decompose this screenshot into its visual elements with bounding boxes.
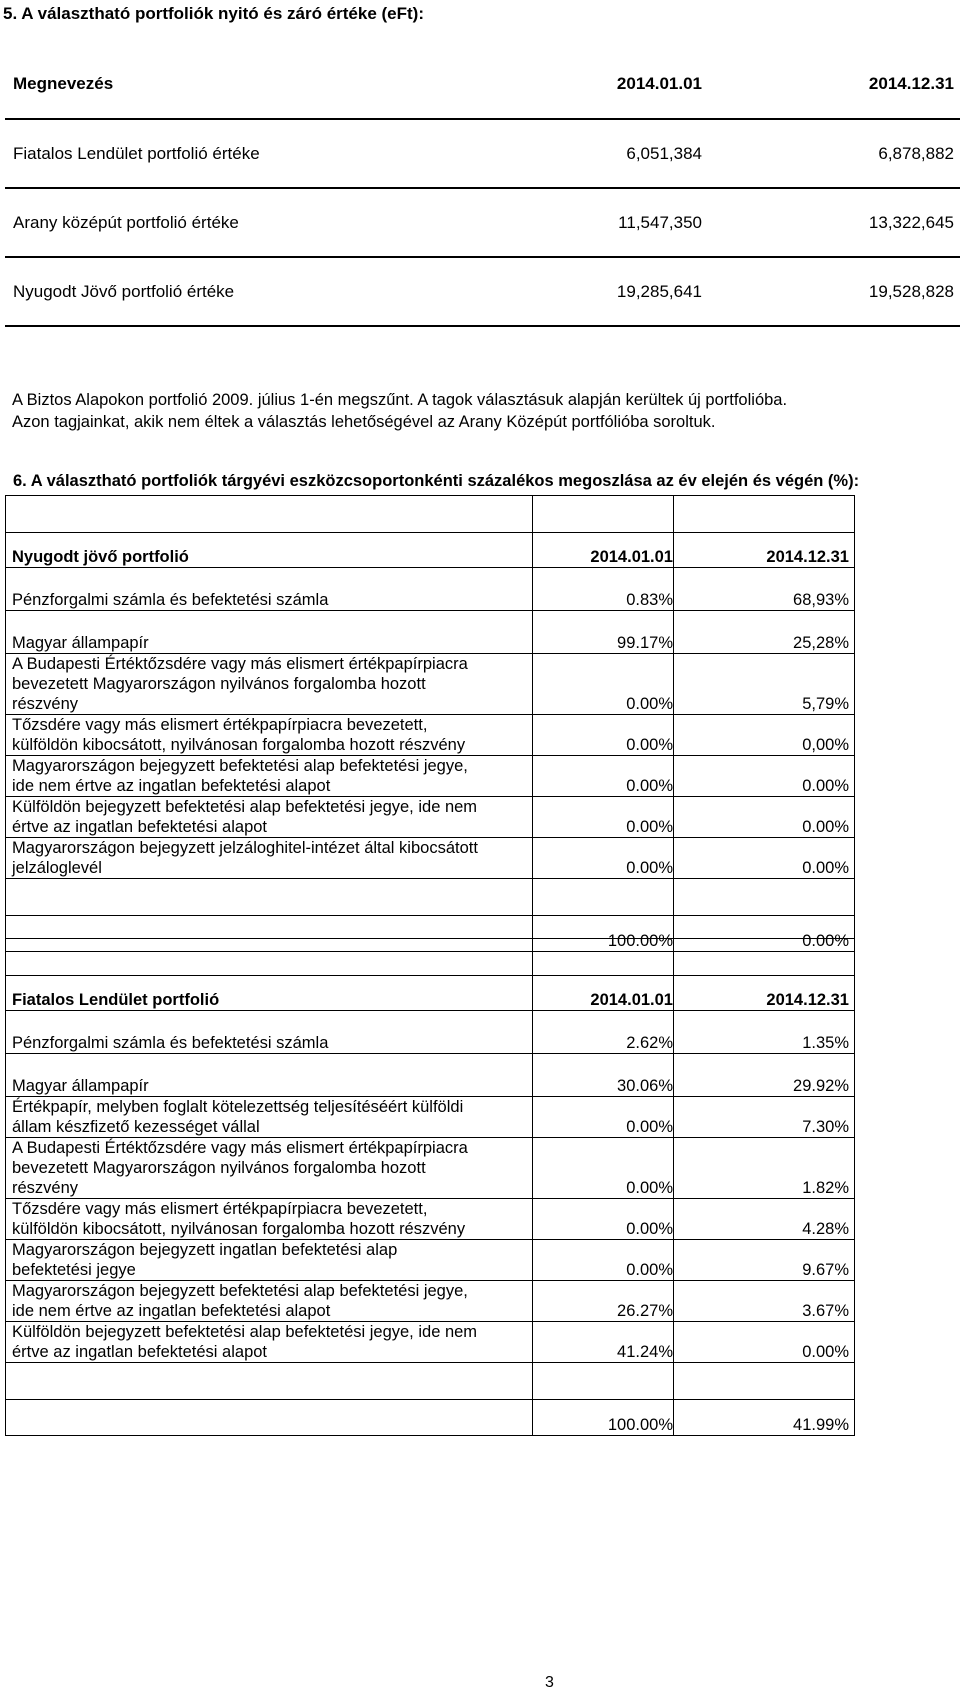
row-value-end: 29.92%	[674, 1054, 855, 1097]
header-date-start: 2014.01.01	[533, 533, 674, 568]
row-value-end: 4.28%	[674, 1199, 855, 1240]
header-name: Fiatalos Lendület portfolió	[6, 976, 533, 1011]
note-line: Azon tagjainkat, akik nem éltek a választás lehetőségével az Arany Középút portfólióba soroltuk.	[12, 413, 716, 431]
row-label-line: Magyarországon bejegyzett befektetési alap befektetési jegye,	[12, 757, 468, 775]
table-row	[6, 756, 855, 797]
row-label-line: A Budapesti Értéktőzsdére vagy más elismert értékpapírpiacra	[12, 655, 468, 673]
row-value-start: 0.00%	[533, 715, 674, 756]
row-label-line: Tőzsdére vagy más elismert értékpapírpiacra bevezetett,	[12, 1200, 428, 1218]
row-value-start: 0.00%	[533, 654, 674, 715]
row-label-line: állam készfizető kezességet vállal	[12, 1118, 260, 1136]
spacer-row	[6, 1363, 855, 1400]
table-row	[6, 838, 855, 879]
spacer-cell	[533, 879, 674, 916]
row-value-end: 19,528,828	[724, 257, 960, 326]
table-header-row	[6, 533, 855, 568]
row-value-start: 26.27%	[533, 1281, 674, 1322]
total-value-start: 100.00%	[533, 1400, 674, 1436]
table-row	[6, 1281, 855, 1322]
row-label	[6, 1240, 533, 1281]
row-label-line: értve az ingatlan befektetési alapot	[12, 818, 268, 836]
row-value-start: 6,051,384	[522, 119, 724, 188]
spacer-cell	[533, 1363, 674, 1400]
row-label-line: értve az ingatlan befektetési alapot	[12, 1343, 268, 1361]
row-label	[6, 1322, 533, 1363]
row-label-line: Magyarországon bejegyzett jelzáloghitel-intézet által kibocsátott	[12, 839, 478, 857]
row-label-line: Pénzforgalmi számla és befektetési számla	[12, 1034, 329, 1052]
row-label	[6, 756, 533, 797]
header-date-start: 2014.01.01	[533, 976, 674, 1011]
section5-title: 5. A választható portfoliók nyitó és záró értéke (eFt):	[3, 4, 424, 23]
row-label	[6, 611, 533, 654]
table-row	[6, 715, 855, 756]
row-value-start: 0.83%	[533, 568, 674, 611]
table-header-row	[5, 50, 960, 119]
row-value-end: 7.30%	[674, 1097, 855, 1138]
row-label	[6, 654, 533, 715]
row-label-line: külföldön kibocsátott, nyilvánosan forgalomba hozott részvény	[12, 1220, 466, 1238]
spacer-row	[6, 879, 855, 916]
table-row	[6, 1054, 855, 1097]
row-label-line: A Budapesti Értéktőzsdére vagy más elismert értékpapírpiacra	[12, 1139, 468, 1157]
table-row	[6, 611, 855, 654]
spacer-row	[6, 496, 855, 533]
header-date-start: 2014.01.01	[522, 50, 724, 119]
row-value-end: 0.00%	[674, 838, 855, 879]
row-value-start: 99.17%	[533, 611, 674, 654]
row-label-line: Külföldön bejegyzett befektetési alap befektetési jegye, ide nem	[12, 798, 478, 816]
row-label	[6, 568, 533, 611]
fiatalos-allocation-table	[5, 938, 855, 1436]
table-row	[6, 1240, 855, 1281]
table-row	[5, 257, 960, 326]
row-label	[6, 1281, 533, 1322]
total-label	[6, 1400, 533, 1436]
row-name: Arany középút portfolió értéke	[5, 188, 522, 257]
spacer-cell	[674, 879, 855, 916]
row-label	[6, 797, 533, 838]
spacer-cell	[674, 1363, 855, 1400]
portfolio-note	[12, 389, 952, 433]
row-label	[6, 715, 533, 756]
row-label	[6, 1199, 533, 1240]
row-value-start: 11,547,350	[522, 188, 724, 257]
row-label-line: ide nem értve az ingatlan befektetési alapot	[12, 1302, 331, 1320]
row-value-end: 25,28%	[674, 611, 855, 654]
row-value-end: 6,878,882	[724, 119, 960, 188]
spacer-cell	[6, 879, 533, 916]
row-label-line: részvény	[12, 1179, 79, 1197]
table-row	[5, 119, 960, 188]
table-row	[6, 568, 855, 611]
row-label-line: külföldön kibocsátott, nyilvánosan forgalomba hozott részvény	[12, 736, 466, 754]
row-value-start: 0.00%	[533, 797, 674, 838]
row-label-line: Pénzforgalmi számla és befektetési számla	[12, 591, 329, 609]
row-label-line: részvény	[12, 695, 79, 713]
row-label-line: Magyar állampapír	[12, 634, 149, 652]
row-label-line: bevezetett Magyarországon nyilvános forgalomba hozott	[12, 1159, 426, 1177]
spacer-cell	[674, 496, 855, 533]
row-label-line: Magyar állampapír	[12, 1077, 149, 1095]
row-label-line: befektetési jegye	[12, 1261, 136, 1279]
row-label	[6, 1138, 533, 1199]
total-row	[6, 1400, 855, 1436]
header-date-end: 2014.12.31	[724, 50, 960, 119]
page-number: 3	[545, 1674, 554, 1691]
row-value-end: 0.00%	[674, 797, 855, 838]
row-value-start: 0.00%	[533, 1138, 674, 1199]
row-label	[6, 1011, 533, 1054]
note-line: A Biztos Alapokon portfolió 2009. július 1-én megszűnt. A tagok választásuk alapján kerültek új portfolióba.	[12, 391, 788, 409]
row-label-line: bevezetett Magyarországon nyilvános forgalomba hozott	[12, 675, 426, 693]
total-value-end: 41.99%	[674, 1400, 855, 1436]
row-label-line: Tőzsdére vagy más elismert értékpapírpiacra bevezetett,	[12, 716, 428, 734]
row-value-start: 41.24%	[533, 1322, 674, 1363]
spacer-cell	[6, 1363, 533, 1400]
table-row	[5, 188, 960, 257]
row-label	[6, 1097, 533, 1138]
row-name: Nyugodt Jövő portfolió értéke	[5, 257, 522, 326]
table-row	[6, 1199, 855, 1240]
portfolio-values-table	[5, 50, 960, 327]
header-date-end: 2014.12.31	[674, 533, 855, 568]
total-value-start: 100.00%	[533, 916, 674, 952]
row-label-line: Magyarországon bejegyzett ingatlan befektetési alap	[12, 1241, 398, 1259]
spacer-cell	[6, 939, 533, 976]
table-row	[6, 654, 855, 715]
row-value-end: 9.67%	[674, 1240, 855, 1281]
row-value-end: 3.67%	[674, 1281, 855, 1322]
row-label-line: ide nem értve az ingatlan befektetési alapot	[12, 777, 331, 795]
spacer-cell	[674, 939, 855, 976]
row-value-start: 0.00%	[533, 756, 674, 797]
row-value-start: 30.06%	[533, 1054, 674, 1097]
row-value-end: 68,93%	[674, 568, 855, 611]
row-value-start: 0.00%	[533, 1199, 674, 1240]
row-label-line: Magyarországon bejegyzett befektetési alap befektetési jegye,	[12, 1282, 468, 1300]
row-value-end: 0.00%	[674, 1322, 855, 1363]
nyugodt-allocation-table	[5, 495, 855, 952]
row-value-start: 0.00%	[533, 838, 674, 879]
section6-title: 6. A választható portfoliók tárgyévi eszközcsoportonkénti százalékos megoszlása az év elején és végén (%):	[13, 472, 860, 490]
row-value-end: 5,79%	[674, 654, 855, 715]
row-value-start: 19,285,641	[522, 257, 724, 326]
table-row	[6, 1097, 855, 1138]
header-name: Nyugodt jövő portfolió	[6, 533, 533, 568]
row-label	[6, 838, 533, 879]
header-date-end: 2014.12.31	[674, 976, 855, 1011]
row-value-end: 13,322,645	[724, 188, 960, 257]
row-value-end: 0.00%	[674, 756, 855, 797]
row-label-line: Értékpapír, melyben foglalt kötelezettség teljesítéséért külföldi	[12, 1098, 464, 1116]
row-name: Fiatalos Lendület portfolió értéke	[5, 119, 522, 188]
row-value-end: 1.82%	[674, 1138, 855, 1199]
row-label-line: Külföldön bejegyzett befektetési alap befektetési jegye, ide nem	[12, 1323, 478, 1341]
row-label	[6, 1054, 533, 1097]
table-row	[6, 1322, 855, 1363]
spacer-cell	[533, 939, 674, 976]
header-name: Megnevezés	[5, 50, 522, 119]
total-value-end: 0.00%	[674, 916, 855, 952]
table-row	[6, 1011, 855, 1054]
row-value-start: 0.00%	[533, 1240, 674, 1281]
table-header-row	[6, 976, 855, 1011]
row-value-end: 1.35%	[674, 1011, 855, 1054]
table-row	[6, 797, 855, 838]
spacer-row	[6, 939, 855, 976]
row-value-start: 2.62%	[533, 1011, 674, 1054]
table-row	[6, 1138, 855, 1199]
spacer-cell	[533, 496, 674, 533]
spacer-cell	[6, 496, 533, 533]
row-value-end: 0,00%	[674, 715, 855, 756]
row-value-start: 0.00%	[533, 1097, 674, 1138]
row-label-line: jelzáloglevél	[12, 859, 102, 877]
